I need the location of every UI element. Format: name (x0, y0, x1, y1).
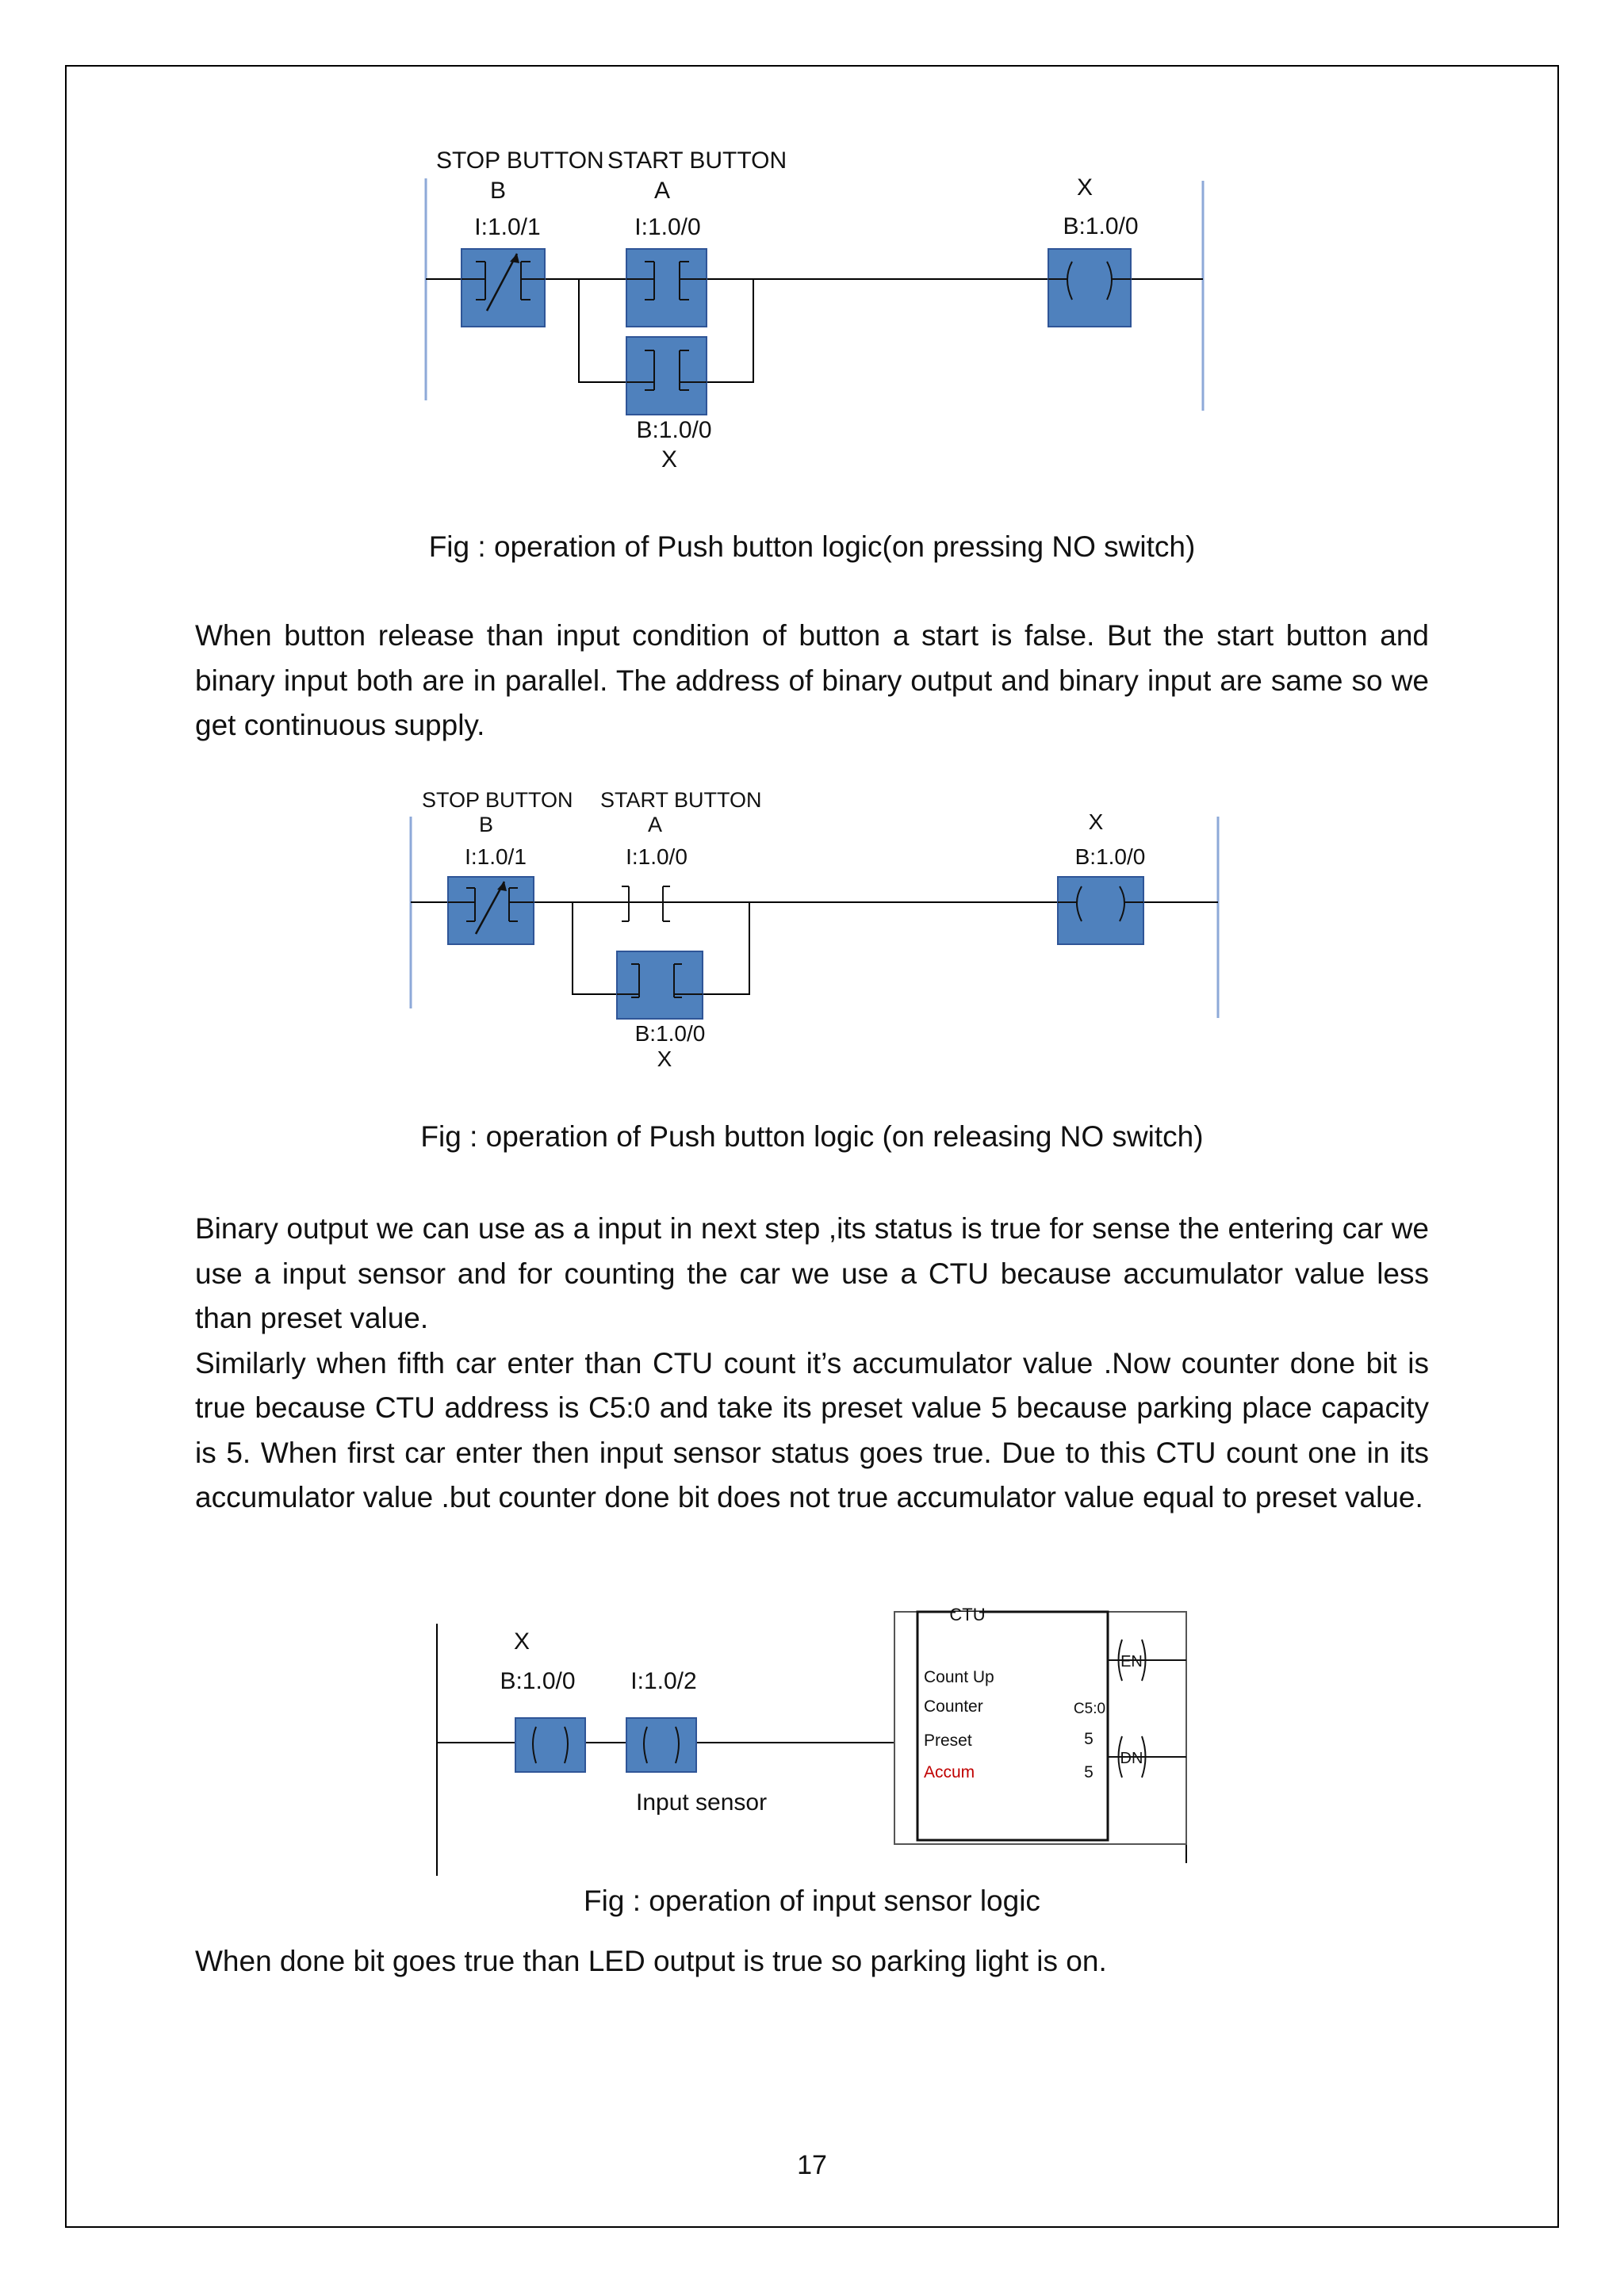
paragraph-2-part1: Binary output we can use as a input in next step ,its status is true for sense the entering car we use a input sensor and for counting the car we use a CTU because accumulator value less than preset value. (195, 1212, 1429, 1334)
stop-button-label: STOP BUTTON (436, 147, 604, 174)
figure1-caption: Fig : operation of Push button logic(on pressing NO switch) (428, 530, 1196, 563)
output-coil (1048, 249, 1131, 327)
output-address: B:1.0/0 (1074, 844, 1146, 869)
input-sensor-contact (626, 1718, 696, 1772)
stop-button-address: I:1.0/1 (465, 844, 527, 869)
stop-button-contact (462, 249, 545, 327)
paragraph-3-text: When done bit goes true than LED output is true so parking light is on. (195, 1945, 1107, 1977)
start-button-label: START BUTTON (607, 147, 787, 174)
start-button-address: I:1.0/0 (634, 214, 701, 240)
latch-address: B:1.0/0 (636, 417, 712, 443)
ladder-figure-pressing (396, 143, 1237, 484)
latch-contact (617, 951, 703, 1019)
ctu-accum-label: Accum (924, 1763, 975, 1781)
figure2-caption: Fig : operation of Push button logic (on releasing NO switch) (420, 1120, 1204, 1153)
output-address: B:1.0/0 (1063, 213, 1139, 239)
start-button-address: I:1.0/0 (626, 844, 688, 869)
contact2-address: I:1.0/2 (630, 1668, 697, 1694)
latch-name: X (661, 446, 678, 473)
paragraph-3 (195, 1939, 1429, 1984)
input-sensor-label: Input sensor (636, 1789, 768, 1816)
output-name: X (1088, 809, 1104, 834)
figure3-caption: Fig : operation of input sensor logic (584, 1885, 1040, 1917)
paragraph-1 (195, 614, 1429, 748)
stop-button-label: STOP BUTTON (422, 788, 573, 812)
start-button-letter: A (653, 178, 671, 204)
paragraph-1-text: When button release than input condition of button a start is false. But the start button and binary input both are in parallel. The address of binary output and binary input are same so we get continuous supply. (195, 619, 1429, 741)
ctu-en-output: EN (1120, 1653, 1143, 1670)
ctu-address: C5:0 (1073, 1701, 1106, 1717)
start-button-contact (626, 249, 707, 327)
output-name: X (1076, 174, 1094, 201)
ctu-preset-value: 5 (1084, 1730, 1094, 1748)
output-coil (1058, 877, 1143, 944)
start-button-letter: A (647, 813, 663, 836)
start-button-contact (622, 886, 670, 921)
ctu-counter: Counter (924, 1697, 983, 1716)
page-number: 17 (797, 2150, 827, 2180)
binary-contact (515, 1718, 585, 1772)
stop-button-letter: B (489, 178, 507, 204)
ctu-dn-output: DN (1120, 1750, 1143, 1767)
ctu-preset-label: Preset (924, 1732, 972, 1750)
start-button-label: START BUTTON (600, 788, 762, 812)
ladder-figure-releasing (396, 785, 1237, 1078)
latch-contact (626, 337, 707, 415)
paragraph-2-part2: Similarly when fifth car enter than CTU count it’s accumulator value .Now counter done bit is true because CTU address is C5:0 and take its preset value 5 because parking place capacity is 5. When first car enter then input sensor status goes true. Due to this CTU count one in its accumulator value .but counter done bit does not true accumulator value equal to preset value. (195, 1346, 1429, 1513)
latch-address: B:1.0/0 (634, 1021, 706, 1046)
contact1-address: B:1.0/0 (500, 1668, 576, 1694)
ctu-title: CTU (949, 1605, 986, 1624)
contact1-name: X (513, 1628, 530, 1655)
stop-button-address: I:1.0/1 (474, 214, 541, 240)
ctu-accum-value: 5 (1084, 1763, 1094, 1781)
ladder-figure-input-sensor (428, 1601, 1197, 1879)
stop-button-contact (448, 877, 534, 944)
ctu-block (894, 1612, 1186, 1844)
paragraph-2 (195, 1207, 1429, 1521)
stop-button-letter: B (478, 813, 494, 836)
ctu-count-up: Count Up (924, 1668, 994, 1686)
latch-name: X (657, 1047, 672, 1071)
